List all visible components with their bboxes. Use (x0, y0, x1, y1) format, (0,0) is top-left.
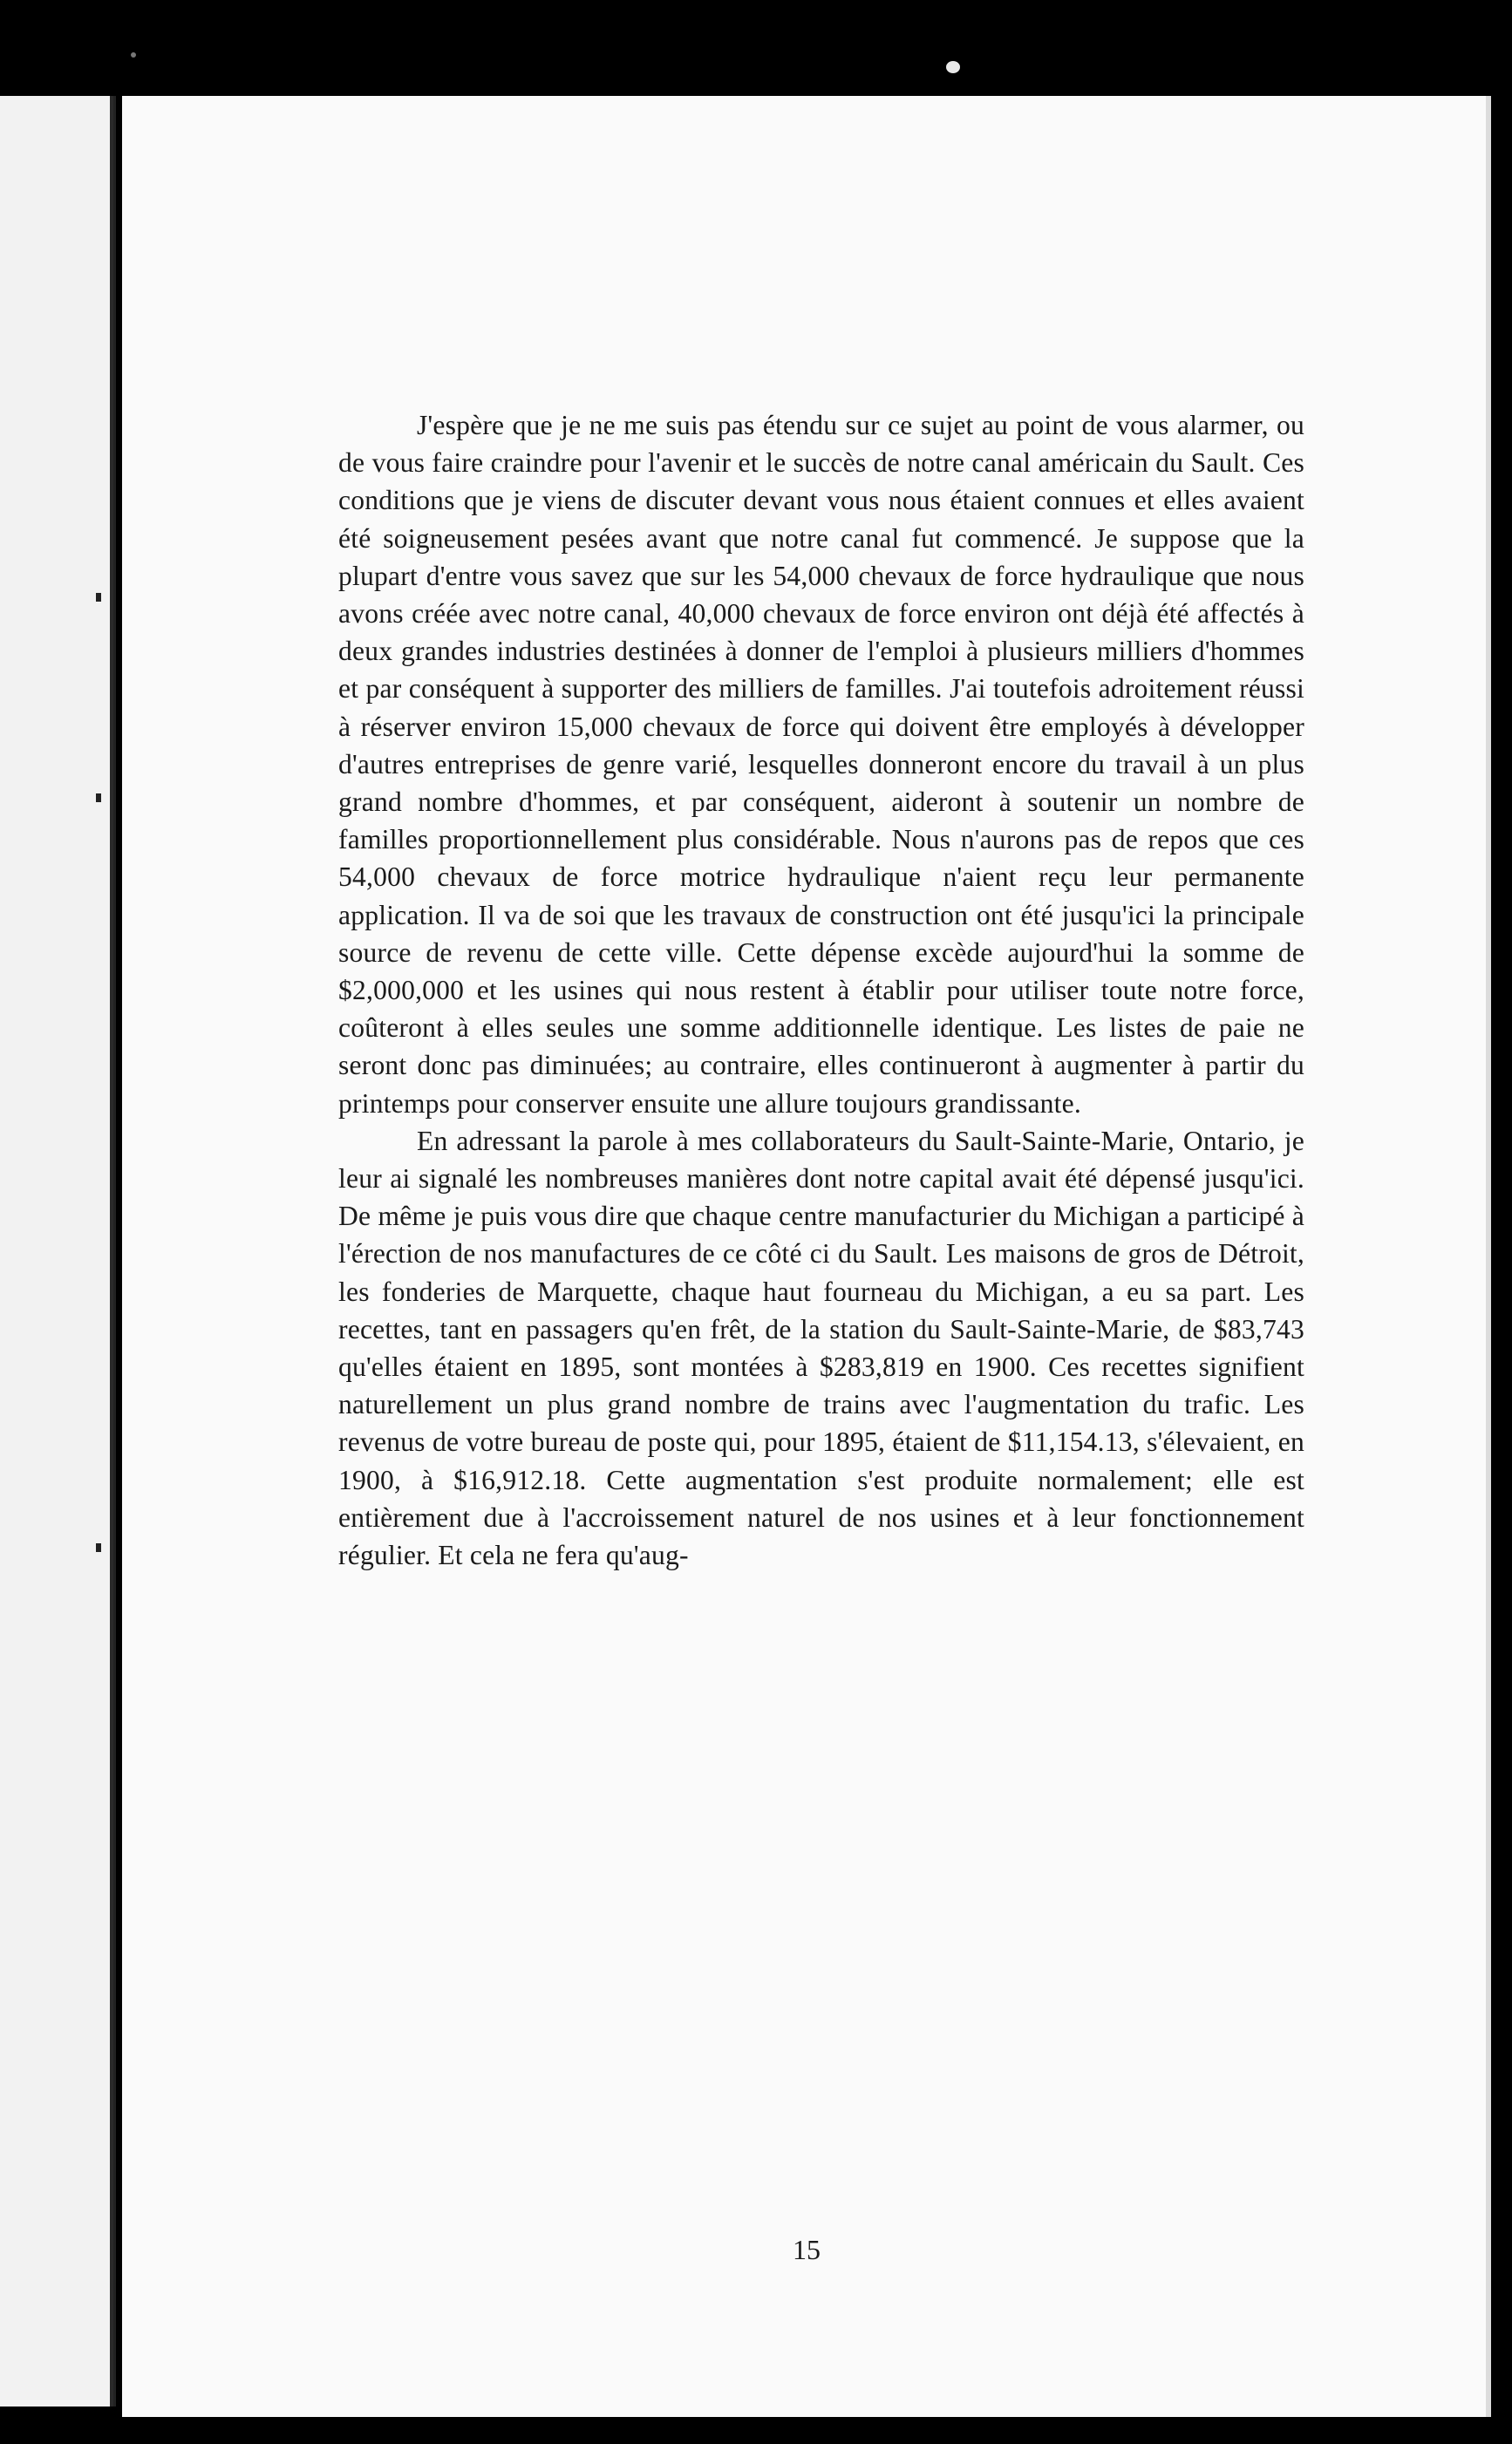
scan-speck (131, 52, 136, 58)
margin-mark (96, 793, 101, 802)
book-page (122, 96, 1491, 2417)
body-text (338, 406, 1304, 1574)
facing-page-edge (0, 96, 116, 2407)
paragraph: J'espère que je ne me suis pas étendu sur ce sujet au point de vous alarmer, ou de vous faire craindre pour l'avenir et le succès de notre canal américain du Sault. Ces conditions que je viens de discuter devant vous nous étaient connues et elles avaient été soigneusement pesées avant que notre canal fut commencé. Je suppose que la plupart d'entre vous savez que sur les 54,000 chevaux de force hydraulique que nous avons créée avec notre canal, 40,000 chevaux de force environ ont déjà été affectés à deux grandes industries destinées à donner de l'emploi à plusieurs milliers d'hommes et par conséquent à supporter des milliers de familles. J'ai toutefois adroitement réussi à réserver environ 15,000 chevaux de force qui doivent être employés à développer d'autres entreprises de genre varié, lesquelles donneront encore du travail à un plus grand nombre d'hommes, et par conséquent, aideront à soutenir un nombre de familles proportionnellement plus considérable. Nous n'aurons pas de repos que ces 54,000 chevaux de force motrice hydraulique n'aient reçu leur permanente application. Il va de soi que les travaux de construction ont été jusqu'ici la principale source de revenu de cette ville. Cette dépense excède aujourd'hui la somme de $2,000,000 et les usines qui nous restent à établir pour utiliser toute notre force, coûteront à elles seules une somme additionnelle identique. Les listes de paie ne seront donc pas diminuées; au contraire, elles continueront à augmenter à partir du printemps pour conserver ensuite une allure toujours grandissante. (338, 410, 1304, 1119)
page-edge (1486, 96, 1491, 2417)
page-number: 15 (793, 2234, 821, 2265)
margin-mark (96, 1543, 101, 1552)
gutter-line (110, 96, 113, 2407)
paragraph: En adressant la parole à mes collaborateurs du Sault-Sainte-Marie, Ontario, je leur ai signalé les nombreuses manières dont notre capital avait été dépensé jusqu'ici. De même je puis vous dire que chaque centre manufacturier du Michigan a participé à l'érection de nos manufactures de ce côté ci du Sault. Les maisons de gros de Détroit, les fonderies de Marquette, chaque haut fourneau du Michigan, a eu sa part. Les recettes, tant en passagers qu'en frêt, de la station du Sault-Sainte-Marie, de $83,743 qu'elles étaient en 1895, sont montées à $283,819 en 1900. Ces recettes signifient naturellement un plus grand nombre de trains avec l'augmentation du trafic. Les revenus de votre bureau de poste qui, pour 1895, étaient de $11,154.13, s'élevaient, en 1900, à $16,912.18. Cette augmentation s'est produite normalement; elle est entièrement due à l'accroissement naturel de nos usines et à leur fonctionnement régulier. Et cela ne fera qu'aug- (338, 1125, 1304, 1571)
scan-speck (946, 61, 960, 73)
margin-mark (96, 593, 101, 602)
